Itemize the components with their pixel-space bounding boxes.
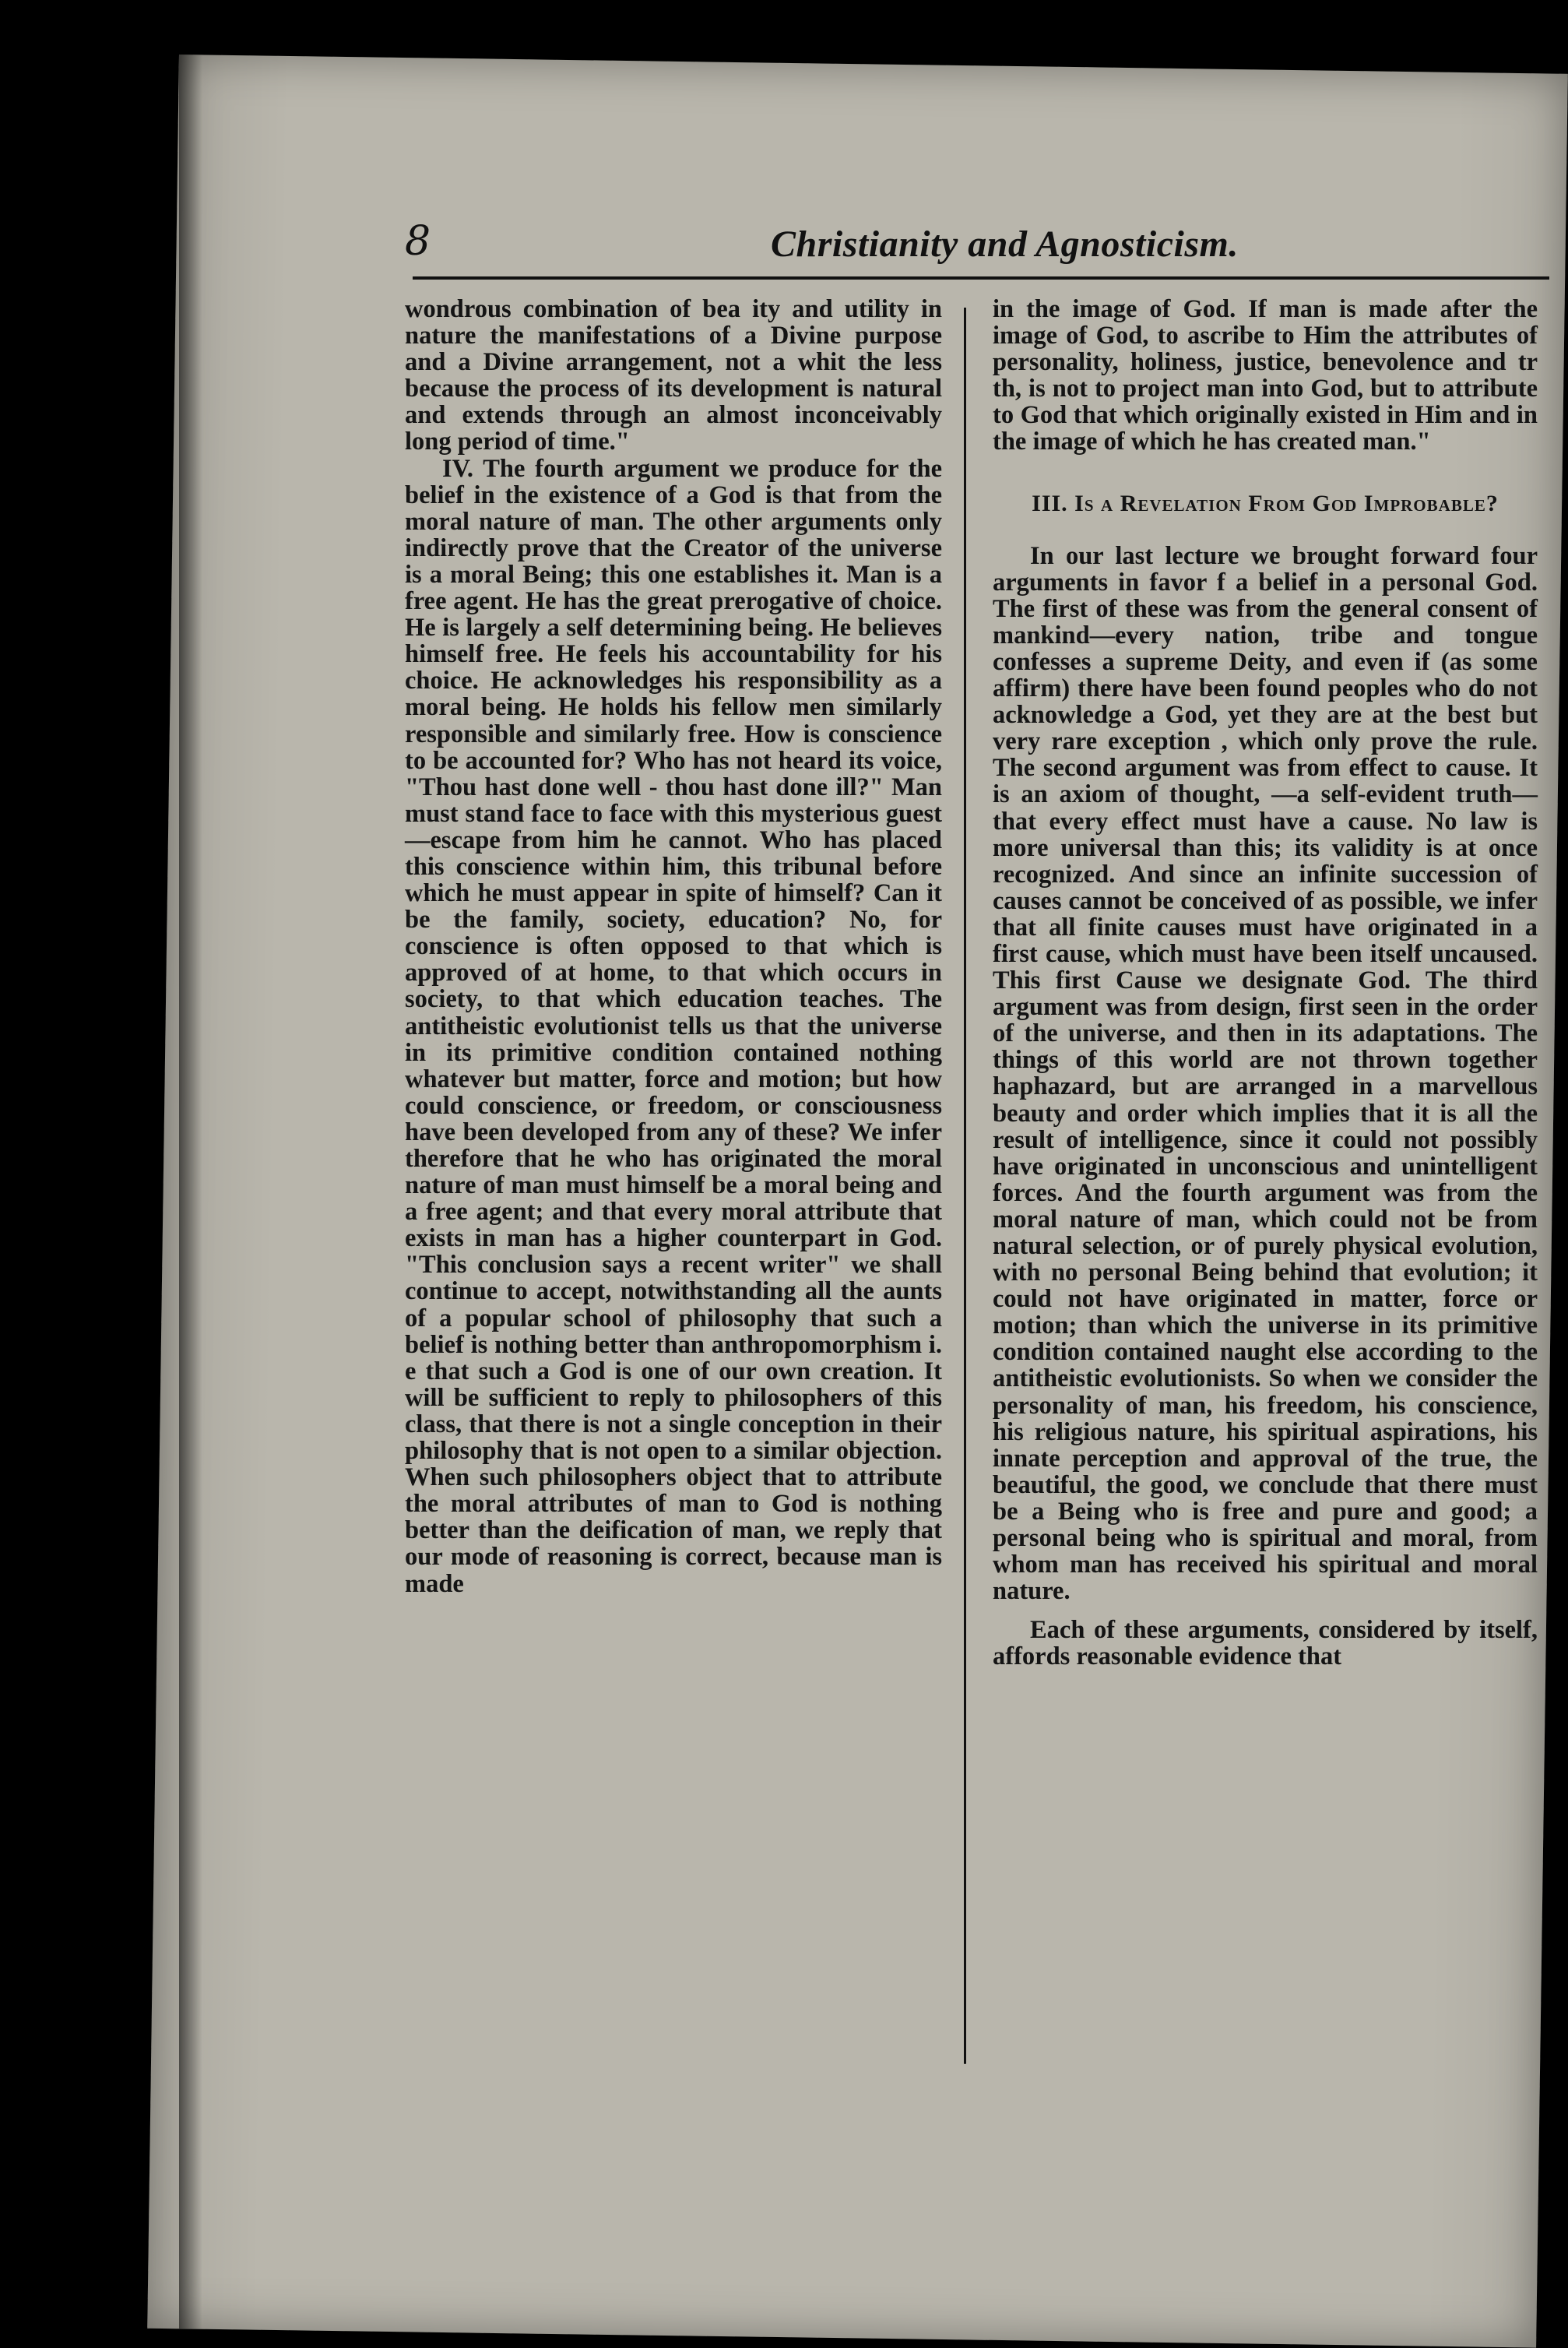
left-paragraph-2: IV. The fourth argument we produce for the belief in the existence of a God is that from the moral nature of man. The other arguments only indirectly prove that the Creator of the universe is a moral Being; this one establishes it. Man is a free agent. He has the great prerogative of choice. He is largely a self determining being. He believes himself free. He feels his accountability for his choice. He acknowledges his responsibility as a moral being. He holds his fellow men similarly responsible and similarly free. How is conscience to be accounted for? Who has not heard its voice, "Thou hast done well - thou hast done ill?" Man must stand face to face with this mysterious guest—escape from him he cannot. Who has placed this conscience within him, this tribunal before which he must appear in spite of himself? Can it be the family, society, education? No, for conscience is often opposed to that which is approved of at home, to that which occurs in society, to that which education teaches. The antitheistic evolutionist tells us that the universe in its primitive condition contained nothing whatever but matter, force and motion; but how could conscience, or freedom, or consciousness have been developed from any of these? We infer therefore that he who has originated the moral nature of man must himself be a moral being and a free agent; and that every moral attribute that exists in man has a higher counterpart in God. "This conclusion says a recent writer" we shall continue to accept, notwithstanding all the aunts of a popular school of philosophy that such a belief is nothing better than anthropomorphism i. e that such a God is one of our own creation. It will be sufficient to reply to philosophers of this class, that there is not a single conception in their philosophy that is not open to a similar objection. When such philosophers object that to attribute the moral attributes of man to God is nothing better than the deification of man, we reply that our mode of reasoning is correct, because man is made [405, 454, 942, 1598]
left-column [405, 296, 942, 1597]
right-column [993, 296, 1538, 1670]
header-rule [413, 276, 1549, 280]
page-edge-shadow [179, 55, 202, 2329]
page-number: 8 [405, 218, 431, 265]
right-paragraph-3: Each of these arguments, considered by itself, affords reasonable evidence that [993, 1616, 1538, 1671]
right-paragraph-1: in the image of God. If man is made after the image of God, to ascribe to Him the attributes of personality, holiness, justice, benevolence and tr th, is not to project man into God, but to attribute to God that which originally existed in Him and in the image of which he has created man." [993, 295, 1538, 456]
running-head: Christianity and Agnosticism. [771, 224, 1239, 265]
column-divider [964, 308, 966, 2064]
section-heading: III. Is a Revelation From God Improbable? [1032, 490, 1499, 516]
page-header [405, 210, 1534, 280]
left-paragraph-1: wondrous combination of bea ity and utility in nature the manifestations of a Divine purpose and a Divine arrangement, not a whit the less because the process of its development is natural and extends through an almost inconceivably long period of time." [405, 295, 942, 456]
right-paragraph-2: In our last lecture we brought forward four arguments in favor f a belief in a personal God. The first of these was from the general consent of mankind—every nation, tribe and tongue confesses a supreme Deity, and even if (as some affirm) there have been found peoples who do not acknowledge a God, yet they are at the best but very rare exception , which only prove the rule. The second argument was from effect to cause. It is an axiom of thought, —a self-evident truth—that every effect must have a cause. No law is more universal than this; its validity is at once recognized. And since an infinite succession of causes cannot be conceived of as possible, we infer that all finite causes must have originated in a first cause, which must have been itself uncaused. This first Cause we designate God. The third argument was from design, first seen in the order of the universe, and then in its adaptations. The things of this world are not thrown together haphazard, but are arranged in a marvellous beauty and order which implies that it is all the result of intelligence, since it could not possibly have originated in unconscious and unintelligent forces. And the fourth argument was from the moral nature of man, which could not be from natural selection, or of purely physical evolution, with no personal Being behind that evolution; it could not have originated in matter, force or motion; than which the universe in its primitive condition contained naught else according to the antitheistic evolutionists. So when we consider the personality of man, his freedom, his conscience, his religious nature, his spiritual aspirations, his innate perception and approval of the true, the beautiful, the good, we conclude that there must be a Being who is free and pure and good; a personal being who is spiritual and moral, from whom man has received his spiritual and moral nature. [993, 541, 1538, 1606]
